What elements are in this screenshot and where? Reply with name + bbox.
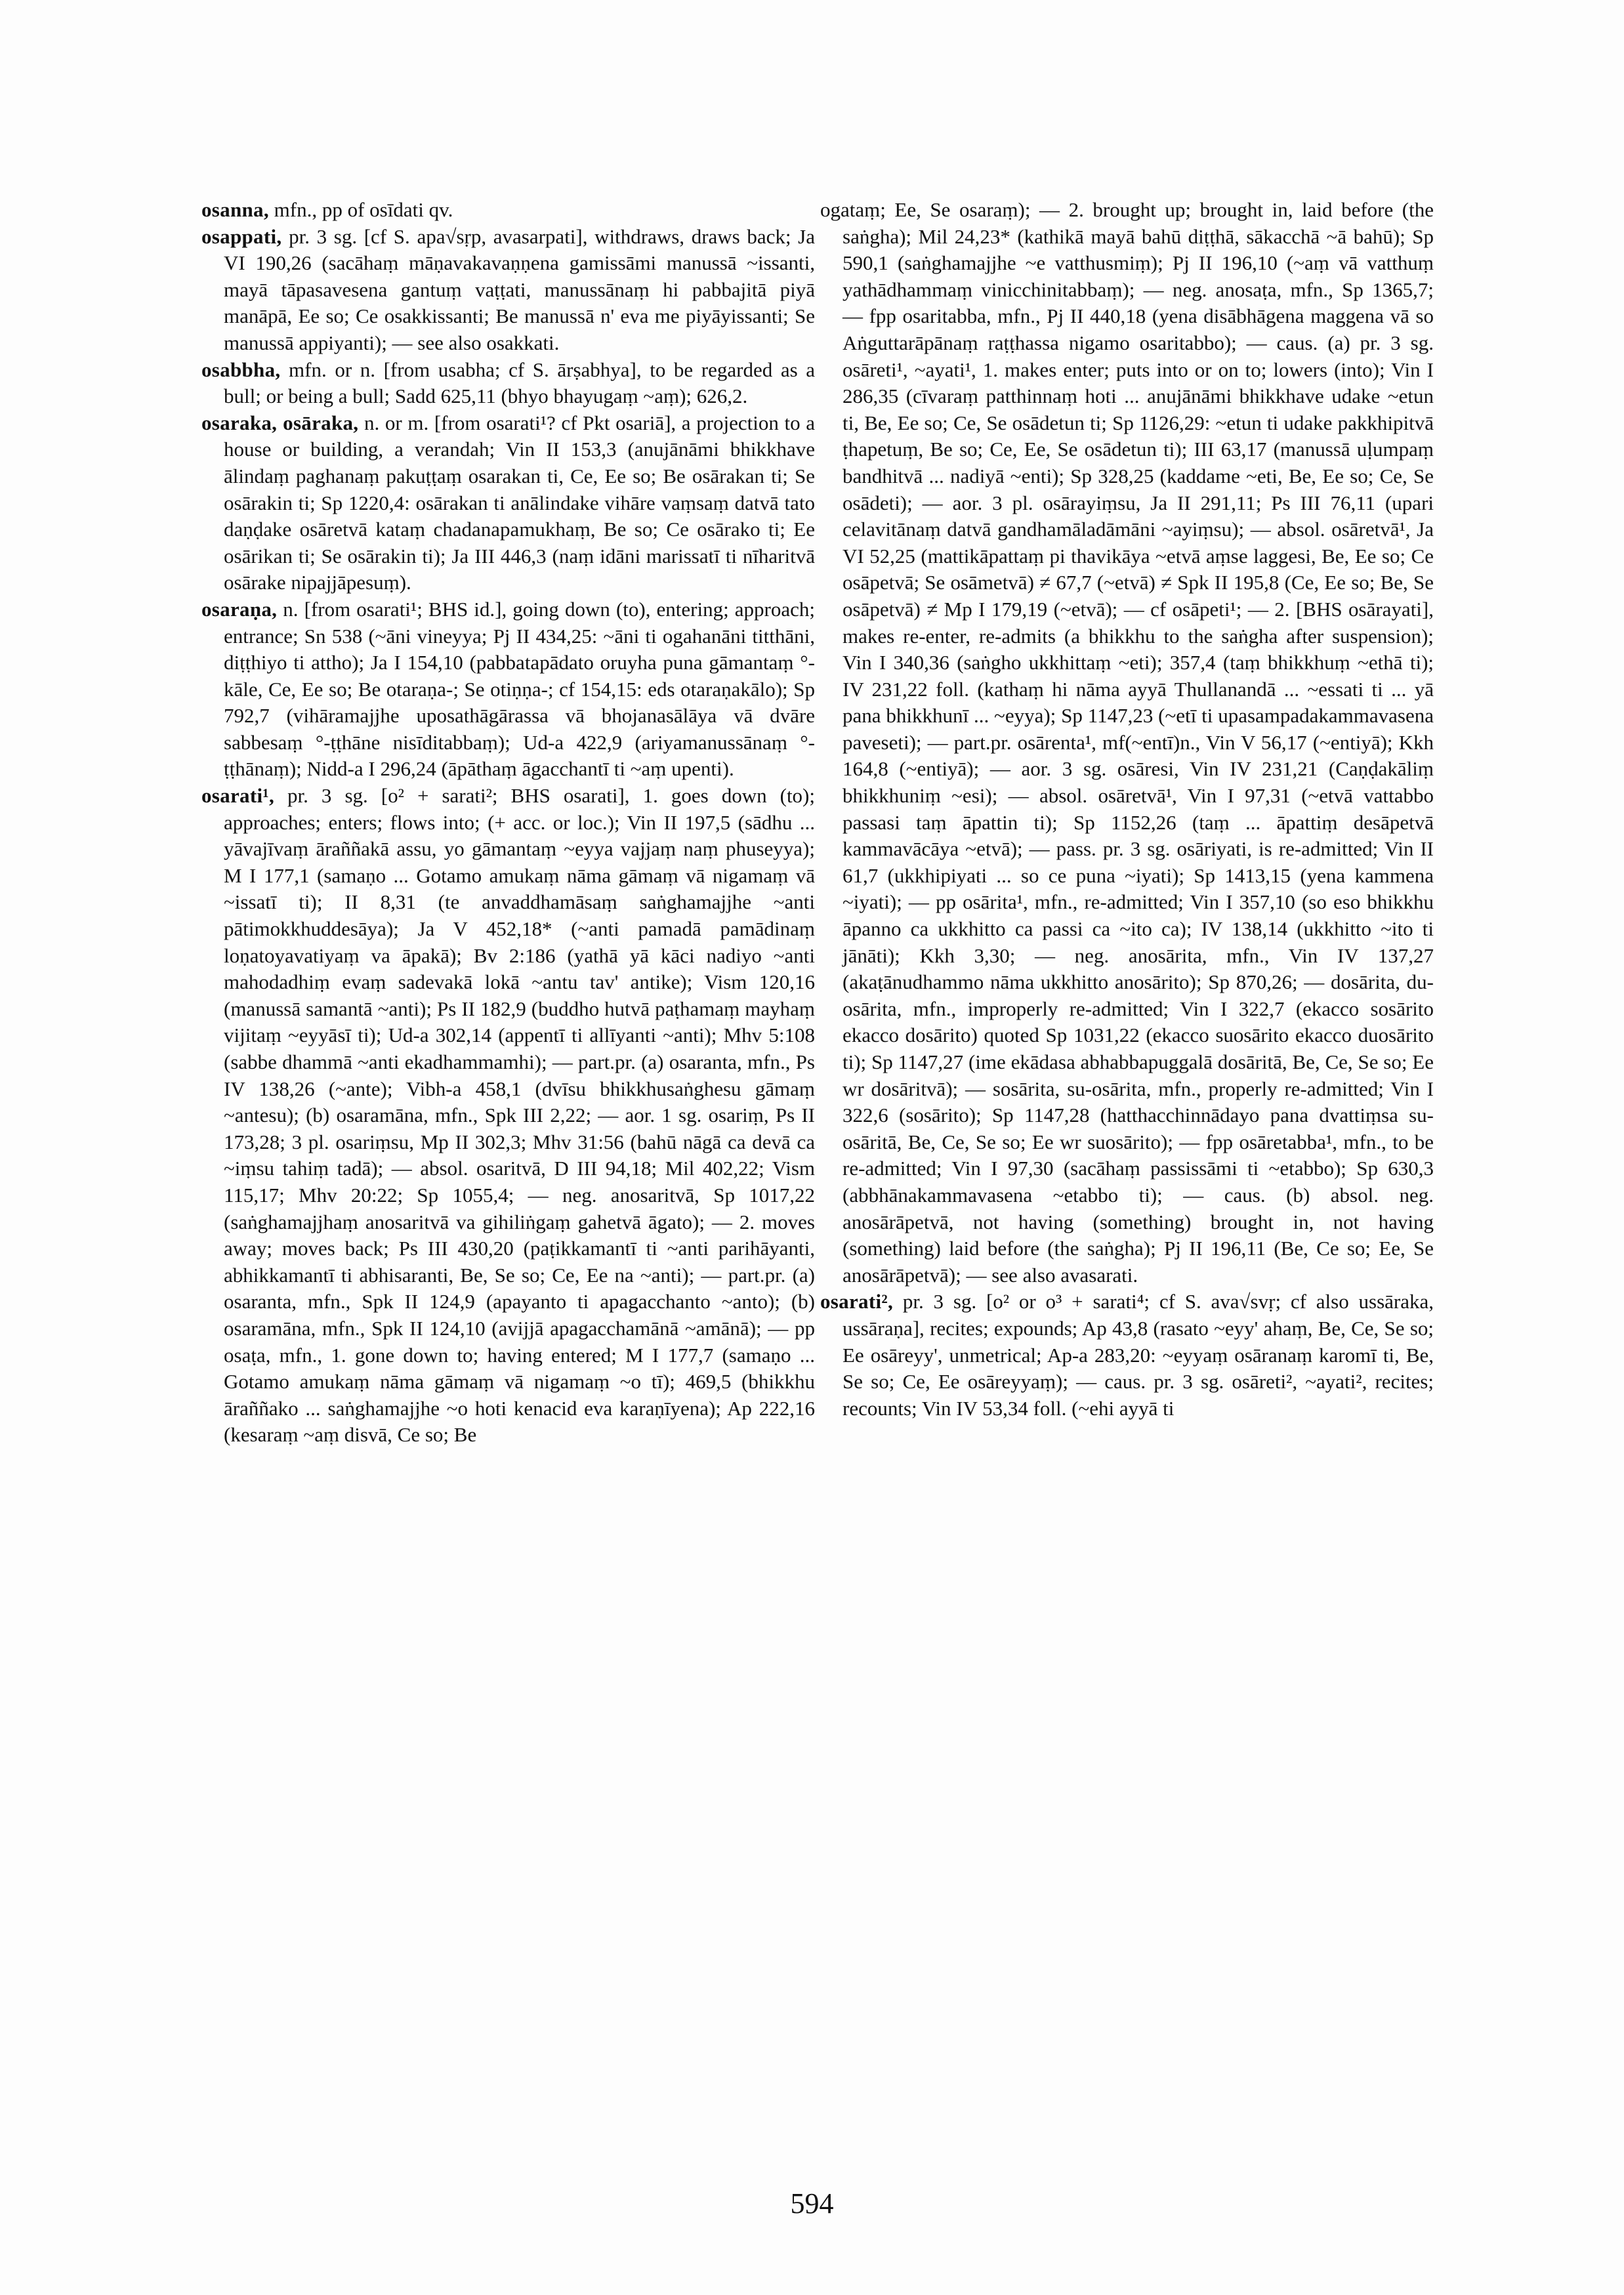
- entry-headword: osarati¹,: [201, 784, 275, 808]
- entry-headword: osappati,: [201, 224, 282, 248]
- left-column: [201, 197, 815, 1449]
- entry-osabbha: [201, 357, 815, 410]
- entry-body: pr. 3 sg. [o² + sarati²; BHS osarati], 1. goes down (to); approaches; enters; flows into; (+ acc. or loc.); Vin II 197,5 (sādhu ... yāvajīvaṃ āraññakā assu, yo gāmantaṃ ~eyya vajjaṃ naṃ phuseyya); M I 177,1 (samaṇo ... Gotamo amukaṃ nāma gāmaṃ vā nigamaṃ vā ~issatī ti); II 8,31 (te anvaddhamāsaṃ saṅghamajjhe ~anti pātimokkhuddesāya); Ja V 452,18* (~anti pamadā pamādinaṃ loṇatoyavatiyaṃ va āpakā); Bv 2:186 (yathā yā kāci nadiyo ~anti mahodadhiṃ evaṃ sadevakā lokā ~antu tav' antike); Vism 120,16 (manussā samantā ~anti); Ps II 182,9 (buddho hutvā paṭhamaṃ mayhaṃ vijitaṃ ~eyyāsī ti); Ud-a 302,14 (appentī ti allīyanti ~anti); Mhv 5:108 (sabbe dhammā ~anti ekadhammamhi); — part.pr. (a) osaranta, mfn., Ps IV 138,26 (~ante); Vibh-a 458,1 (dvīsu bhikkhusaṅghesu gāmaṃ ~antesu); (b) osaramāna, mfn., Spk III 2,22; — aor. 1 sg. osariṃ, Ps II 173,28; 3 pl. osariṃsu, Mp II 302,3; Mhv 31:56 (bahū nāgā ca devā ca ~iṃsu tahiṃ tadā); — absol. osaritvā, D III 94,18; Mil 402,22; Vism 115,17; Mhv 20:22; Sp 1055,4; — neg. anosaritvā, Sp 1017,22 (saṅghamajjhaṃ anosaritvā va gihiliṅgaṃ gahetvā āgato); — 2. moves away; moves back; Ps III 430,20 (paṭikkamantī ti ~anti parihāyanti, abhikkamantī ti abhisaranti, Be, Se so; Ce, Ee na ~anti); — part.pr. (a) osaranta, mfn., Spk II 124,9 (apayanto ti apagacchanto ~anto); (b) osaramāna, mfn., Spk II 124,10 (avijjā apagacchamānā ~amānā); — pp osaṭa, mfn., 1. gone down to; having entered; M I 177,7 (samaṇo ... Gotamo amukaṃ nāma gāmaṃ vā nigamaṃ ~o tī); 469,5 (bhikkhu āraññako ... saṅghamajjhe ~o hoti kenacid eva karaṇīyena); Ap 222,16 (kesaraṃ ~aṃ disvā, Ce so; Be: [224, 784, 815, 1447]
- entry-osarana: [201, 596, 815, 783]
- entry-osarati-2: [820, 1289, 1434, 1422]
- entry-headword: osaraka, osāraka,: [201, 411, 359, 434]
- entry-headword: osanna,: [201, 198, 269, 221]
- entry-osaraka: [201, 410, 815, 596]
- entry-body: pr. 3 sg. [o² or o³ + sarati⁴; cf S. ava√svṛ; cf also ussāraka, ussāraṇa], recites; expounds; Ap 43,8 (rasato ~eyy' ahaṃ, Be, Ce, Se so; Ee osāreyy', unmetrical; Ap-a 283,20: ~eyyaṃ osāranaṃ karomī ti, Be, Se so; Ce, Ee osāreyyaṃ); — caus. pr. 3 sg. osāreti², ~ayati², recites; recounts; Vin IV 53,34 foll. (~ehi ayyā ti: [843, 1290, 1434, 1420]
- entry-body: pr. 3 sg. [cf S. apa√sṛp, avasarpati], withdraws, draws back; Ja VI 190,26 (sacāhaṃ māṇavakavaṇṇena gamissāmi manussā ~issanti, mayā tāpasavesena gantuṃ vaṭṭati, manussānaṃ hi pabbajitā piyā manāpā, Ee so; Ce osakkissanti; Be manussā n' eva me piyāyissanti; Se manussā appiyanti); — see also osakkati.: [224, 224, 815, 354]
- entry-body: ogataṃ; Ee, Se osaraṃ); — 2. brought up; brought in, laid before (the saṅgha); Mil 24,23* (kathikā mayā bahū diṭṭhā, sākacchā ~ā bahū); Sp 590,1 (saṅghamajjhe ~e vatthusmiṃ); Pj II 196,10 (~aṃ vā vatthuṃ yathādhammaṃ vinicchinitabbaṃ); — neg. anosaṭa, mfn., Sp 1365,7; — fpp osaritabba, mfn., Pj II 440,18 (yena disābhāgena maggena vā so Aṅguttarāpānaṃ raṭṭhassa nigamo osaritabbo); — caus. (a) pr. 3 sg. osāreti¹, ~ayati¹, 1. makes enter; puts into or on to; lowers (into); Vin I 286,35 (cīvaraṃ patthinnaṃ hoti ... anujānāmi bhikkhave udake ~etun ti, Be, Ee so; Ce, Se osādetun ti; Sp 1126,29: ~etun ti udake pakkhipitvā ṭhapetuṃ, Be so; Ce, Ee, Se osādetun ti); III 63,17 (manussā uḷumpaṃ bandhitvā ... nadiyā ~enti); Sp 328,25 (kaddame ~eti, Be, Ee so; Ce, Se osādeti); — aor. 3 pl. osārayiṃsu, Ja II 291,11; Ps III 76,11 (upari celavitānaṃ datvā gandhamāladāmāni ~ayiṃsu); — absol. osāretvā¹, Ja VI 52,25 (mattikāpattaṃ pi thavikāya ~etvā aṃse laggesi, Be, Ee so; Ce osāpetvā; Se osāmetvā) ≠ 67,7 (~etvā) ≠ Spk II 195,8 (Ce, Ee so; Be, Se osāpetvā) ≠ Mp I 179,19 (~etvā); — cf osāpeti¹; — 2. [BHS osārayati], makes re-enter, re-admits (a bhikkhu to the saṅgha after suspension); Vin I 340,36 (saṅgho ukkhittaṃ ~eti); 357,4 (taṃ bhikkhuṃ ~ethā ti); IV 231,22 foll. (kathaṃ hi nāma ayyā Thullanandā ... ~essati ti ... yā pana bhikkhunī ... ~eyya); Sp 1147,23 (~etī ti upasampadakammavasena paveseti); — part.pr. osārenta¹, mf(~entī)n., Vin V 56,17 (~entiyā); Kkh 164,8 (~entiyā); — aor. 3 sg. osāresi, Vin IV 231,21 (Caṇḍakāliṃ bhikkhuniṃ ~esi); — absol. osāretvā¹, Vin I 97,31 (~etvā vattabbo passasi taṃ āpattin ti); Sp 1152,26 (taṃ ... āpattiṃ desāpetvā kammavācāya ~etvā); — pass. pr. 3 sg. osāriyati, is re-admitted; Vin II 61,7 (ukkhipiyati ... so ce puna ~iyati); Sp 1413,15 (yena kammena ~iyati); — pp osārita¹, mfn., re-admitted; Vin I 357,10 (so eso bhikkhu āpanno ca ukkhitto ca passi ca ~ito ca); IV 138,14 (ukkhitto ~ito ti jānāti); Kkh 3,30; — neg. anosārita, mfn., Vin IV 137,27 (akaṭānudhammo nāma ukkhitto anosārito); Sp 870,26; — dosārita, du-osārita, mfn., improperly re-admitted; Vin I 322,7 (ekacco sosārito ekacco dosārito) quoted Sp 1031,22 (ekacco suosārito ekacco duosārito ti); Sp 1147,27 (ime ekādasa abhabbapuggalā dosāritā, Be, Ce, Se so; Ee wr dosāritvā); — sosārita, su-osārita, mfn., properly re-admitted; Vin I 322,6 (sosārito); Sp 1147,28 (hatthacchinnādayo pana dvattiṃsa su-osāritā, Be, Ce, Se so; Ee wr suosārito); — fpp osāretabba¹, mfn., to be re-admitted; Vin I 97,30 (sacāhaṃ passissāmi ti ~etabbo); Sp 630,3 (abbhānakammavasena ~etabbo ti); — caus. (b) absol. neg. anosārāpetvā, not having (something) brought in, not having (something) laid before (the saṅgha); Pj II 196,11 (Be, Ce so; Ee, Se anosārāpetvā); — see also avasarati.: [820, 198, 1434, 1287]
- entry-body: mfn., pp of osīdati qv.: [274, 198, 453, 221]
- entry-body: n. or m. [from osarati¹? cf Pkt osariā], a projection to a house or building, a verandah; Vin II 153,3 (anujānāmi bhikkhave ālindaṃ paghanaṃ pakuṭṭaṃ osarakan ti, Ce, Ee so; Be osārakan ti; Se osārakin ti; Sp 1220,4: osārakan ti anālindake vihāre vaṃsaṃ datvā tato daṇḍake osāretvā kataṃ chadanapamukhaṃ, Be so; Ce osārako ti; Ee osārikan ti; Se osārakin ti); Ja III 446,3 (naṃ idāni marissatī ti nīharitvā osārake nipajjāpesuṃ).: [224, 411, 816, 594]
- right-column: [820, 197, 1434, 1422]
- entry-osanna: [201, 197, 815, 224]
- entry-osarati-1: [201, 783, 815, 1449]
- entry-headword: osarati²,: [820, 1290, 894, 1313]
- page-number: 594: [790, 2187, 834, 2220]
- entry-body: mfn. or n. [from usabha; cf S. ārṣabhya], to be regarded as a bull; or being a bull; Sadd 625,11 (bhyo bhayugaṃ ~aṃ); 626,2.: [224, 358, 816, 408]
- entry-osappati: [201, 224, 815, 357]
- entry-body: n. [from osarati¹; BHS id.], going down (to), entering; approach; entrance; Sn 538 (~āni vineyya; Pj II 434,25: ~āni ti ogahanāni titthāni, diṭṭhiyo ti attho); Ja I 154,10 (pabbatapādato oruyha puna gāmantaṃ °-kāle, Ce, Ee so; Be otaraṇa-; Se otiṇṇa-; cf 154,15: eds otaraṇakālo); Sp 792,7 (vihāramajjhe uposathāgārassa vā bhojanasālāya vā dvāre sabbesaṃ °-ṭṭhāne nisīditabbaṃ); Ud-a 422,9 (ariyamanussānaṃ °-ṭṭhānaṃ); Nidd-a I 296,24 (āpāthaṃ āgacchantī ti ~aṃ upenti).: [224, 597, 816, 781]
- entry-continuation: [820, 197, 1434, 1289]
- entry-headword: osabbha,: [201, 358, 281, 381]
- entry-headword: osaraṇa,: [201, 597, 278, 621]
